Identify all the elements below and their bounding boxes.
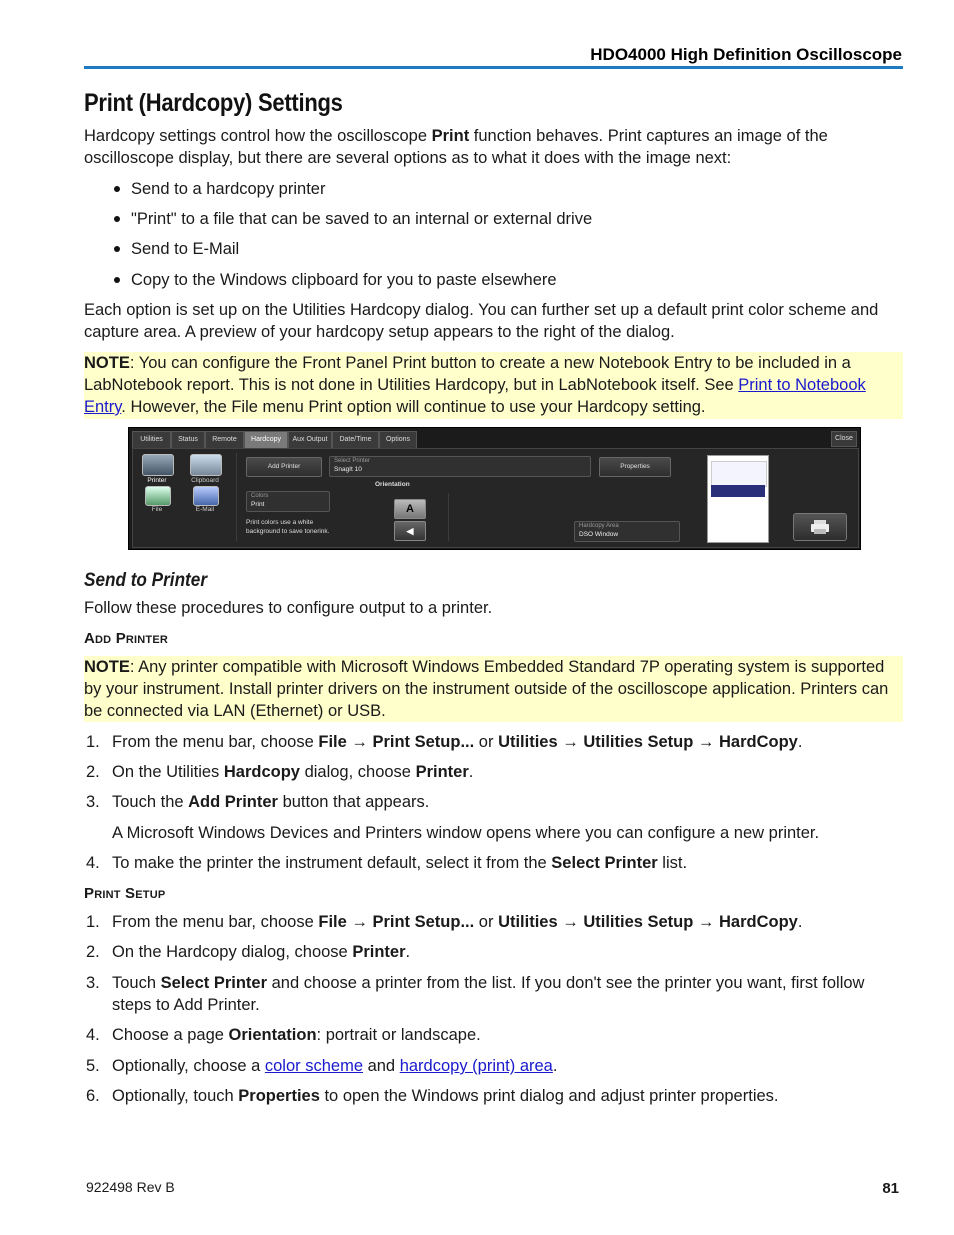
page-number: 81 bbox=[882, 1180, 899, 1197]
hardcopy-dialog-screenshot bbox=[128, 427, 861, 550]
subheading-add-printer: Add Printer bbox=[84, 630, 169, 647]
options-paragraph: Each option is set up on the Utilities Hardcopy dialog. You can further set up a default print color scheme and capture area. A preview of your hardcopy setup appears to the right of the dialog. bbox=[84, 301, 879, 341]
header-rule bbox=[84, 66, 903, 69]
subheading-print-setup: Print Setup bbox=[84, 885, 166, 902]
properties-button[interactable]: Properties bbox=[599, 457, 671, 477]
note-box bbox=[84, 656, 903, 722]
portrait-orientation-button[interactable]: A bbox=[394, 499, 426, 519]
list-item: 3. Touch Select Printer and choose a printer from the list. If you don't see the printer you want, first follow steps to Add Printer. bbox=[86, 974, 865, 1014]
tab-date-time[interactable]: Date/Time bbox=[332, 431, 379, 449]
dialog-body bbox=[132, 448, 859, 548]
print-button[interactable] bbox=[793, 513, 847, 541]
print-to-notebook-link[interactable]: Print to Notebook Entry bbox=[84, 376, 866, 416]
tab-options[interactable]: Options bbox=[379, 431, 417, 449]
note-text: NOTE: You can configure the Front Panel Print button to create a new Notebook Entry to be included in a LabNotebook report. This is not done in Utilities Hardcopy, but in LabNotebook itself. See Print to Notebook Entry. However, the File menu Print option will continue to use your Hardcopy setting. bbox=[84, 354, 866, 416]
note-box bbox=[84, 352, 903, 419]
add-printer-button[interactable]: Add Printer bbox=[246, 457, 322, 477]
hardcopy-area-link[interactable]: hardcopy (print) area bbox=[399, 1057, 553, 1075]
destination-label-clipboard: Clipboard bbox=[191, 477, 219, 484]
landscape-orientation-button[interactable]: ◀ bbox=[394, 521, 426, 541]
note-text: NOTE: Any printer compatible with Microsoft Windows Embedded Standard 7P operating system is supported by your instrument. Install printer drivers on the instrument outside of the oscilloscope application. Printers can be connected via LAN (Ethernet) or USB. bbox=[84, 658, 889, 720]
tab-hardcopy[interactable]: Hardcopy bbox=[244, 431, 288, 449]
hardcopy-preview bbox=[707, 455, 769, 543]
print-colors-note-line2: background to save tonerink. bbox=[246, 528, 330, 535]
send-to-printer-text: Follow these procedures to configure output to a printer. bbox=[84, 599, 493, 617]
preview-status-bar bbox=[711, 485, 765, 497]
destination-label-file: File bbox=[151, 506, 163, 513]
preview-waveform bbox=[711, 461, 767, 487]
tab-remote[interactable]: Remote bbox=[205, 431, 244, 449]
intro-paragraph: Hardcopy settings control how the oscilloscope Print function behaves. Print captures an image of the oscilloscope display, but there are several options as to what it does with the image next: bbox=[84, 127, 828, 167]
print-colors-note-line1: Print colors use a white bbox=[246, 519, 314, 526]
hardcopy-area-field[interactable]: Hardcopy Area DSO Window bbox=[574, 521, 680, 542]
file-icon[interactable] bbox=[145, 486, 171, 506]
email-icon[interactable] bbox=[193, 486, 219, 506]
color-scheme-link[interactable]: color scheme bbox=[264, 1057, 363, 1075]
destination-label-printer: Printer bbox=[147, 477, 167, 484]
clipboard-icon[interactable] bbox=[190, 454, 222, 476]
destination-label-email: E-Mail bbox=[195, 506, 215, 513]
print-icon bbox=[794, 514, 846, 540]
divider bbox=[448, 493, 449, 541]
footer-doc-id: 922498 Rev B bbox=[86, 1179, 175, 1195]
page-title: Print (Hardcopy) Settings bbox=[84, 89, 343, 117]
divider bbox=[236, 453, 237, 541]
tab-aux-output[interactable]: Aux Output bbox=[288, 431, 332, 449]
step-followup: A Microsoft Windows Devices and Printers window opens where you can configure a new printer. bbox=[112, 824, 820, 842]
running-header-title: HDO4000 High Definition Oscilloscope bbox=[590, 45, 902, 64]
section-heading-send-to-printer: Send to Printer bbox=[84, 569, 208, 591]
close-button[interactable]: Close bbox=[831, 431, 857, 447]
tab-status[interactable]: Status bbox=[171, 431, 205, 449]
colors-field[interactable]: Colors Print bbox=[246, 491, 330, 512]
select-printer-field[interactable]: Select Printer SnagIt 10 bbox=[329, 456, 591, 477]
orientation-label: Orientation bbox=[375, 481, 410, 488]
printer-icon[interactable] bbox=[142, 454, 174, 476]
tab-utilities[interactable]: Utilities bbox=[132, 431, 171, 449]
